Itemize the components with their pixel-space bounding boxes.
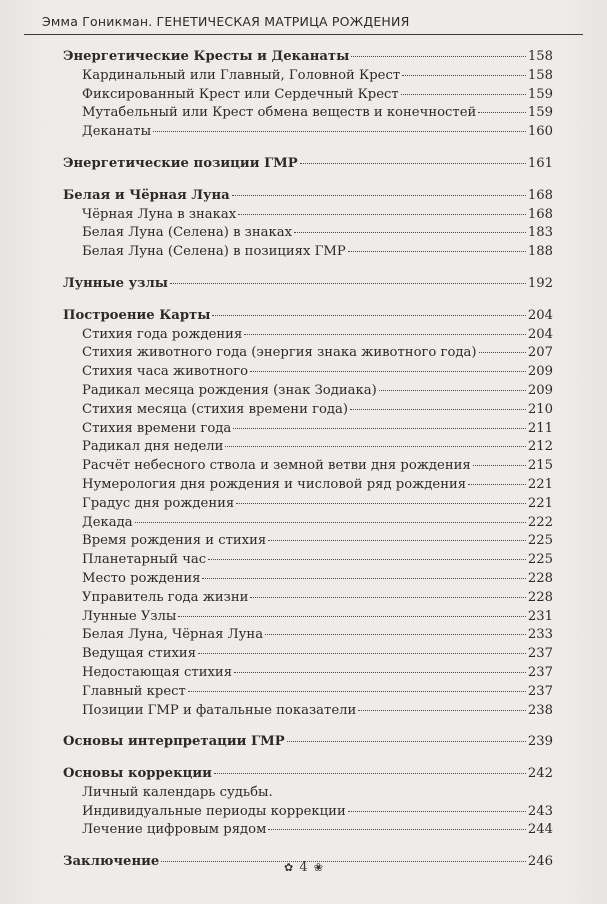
toc-page-number: 237 [527,646,553,662]
dot-leader [238,214,526,215]
toc-page-number: 225 [527,533,553,549]
toc-subentry[interactable] [63,608,553,627]
toc-page-number: 239 [527,734,553,750]
toc-page-number: 188 [527,244,553,260]
toc-subentry[interactable] [63,821,553,840]
dot-leader [473,465,526,466]
toc-subentry[interactable] [63,532,553,551]
dot-leader [348,251,526,252]
toc-page-number: 221 [527,495,553,511]
toc-entry-title: Индивидуальные периоды коррекции [82,803,346,819]
toc-page-number: 221 [527,476,553,492]
dot-leader [402,75,526,76]
ornament-right-icon: ❀ [313,861,323,874]
toc-subentry[interactable] [63,803,553,822]
toc-subentry[interactable] [63,457,553,476]
toc-subentry[interactable] [63,664,553,683]
toc-entry-title: Стихия месяца (стихия времени года) [82,401,349,417]
toc-subentry[interactable] [63,476,553,495]
toc-page-number: 212 [527,439,553,455]
dot-leader [234,672,526,673]
toc-page-number: 237 [527,683,553,699]
toc-subentry[interactable] [63,420,553,439]
toc-entry-title: Мутабельный или Крест обмена веществ и конечностей [82,105,477,121]
dot-leader [225,446,525,447]
toc-entry-title: Фиксированный Крест или Сердечный Крест [82,86,399,102]
toc-chapter-entry[interactable] [63,155,553,174]
dot-leader [212,315,525,316]
toc-subentry[interactable] [63,645,553,664]
dot-leader [268,540,526,541]
toc-page-number: 238 [527,702,553,718]
toc-page-number: 183 [527,225,553,241]
toc-section [63,48,553,142]
toc-page-number: 210 [527,401,553,417]
toc-page-number: 228 [527,570,553,586]
toc-entry-title: Главный крест [82,683,186,699]
dot-leader [236,503,526,504]
toc-entry-title: Белая Луна (Селена) в знаках [82,225,293,241]
toc-entry-title: Построение Карты [63,307,211,323]
toc-page-number: 192 [527,275,553,291]
toc-page-number: 204 [527,307,553,323]
toc-chapter-entry[interactable] [63,187,553,206]
dot-leader [348,811,526,812]
toc-subentry[interactable] [63,224,553,243]
toc-entry-title: Планетарный час [82,552,207,568]
toc-page-number: 161 [527,155,553,171]
toc-entry-title: Стихия года рождения [82,326,243,342]
toc-page-number: 158 [527,49,553,64]
toc-page-number: 204 [527,326,553,342]
dot-leader [198,653,526,654]
ornament-left-icon: ✿ [284,861,294,874]
toc-entry-title: Ведущая стихия [82,646,197,662]
toc-entry-title: Деканаты [82,124,152,140]
toc-page-number: 228 [527,589,553,605]
toc-entry-title: Белая Луна (Селена) в позициях ГМР [82,244,346,260]
toc-entry-title: Белая Луна, Чёрная Луна [82,627,264,643]
toc-page-number: 237 [527,664,553,680]
toc-entry-title: Декада [82,514,133,530]
dot-leader [479,352,526,353]
toc-entry-title: Стихия часа животного [82,364,249,380]
toc-page-number: 159 [527,105,553,121]
toc-subentry[interactable] [63,626,553,645]
toc-chapter-entry[interactable] [63,307,553,326]
toc-page-number: 225 [527,552,553,568]
toc-subentry[interactable] [63,243,553,262]
toc-page-number: 207 [527,345,553,361]
toc-subentry[interactable] [63,67,553,86]
toc-page-number: 168 [527,187,553,203]
toc-entry-title: Заключение [63,854,160,870]
toc-page-number: 160 [527,124,553,140]
table-of-contents [63,48,553,885]
page-folio [0,860,607,875]
toc-subentry[interactable] [63,326,553,345]
toc-subentry[interactable] [63,570,553,589]
toc-chapter-entry[interactable] [63,765,553,784]
dot-leader [208,559,526,560]
dot-leader [268,829,525,830]
toc-entry-title: Нумерология дня рождения и числовой ряд рождения [82,476,467,492]
toc-entry-title: Радикал дня недели [82,439,224,455]
toc-subentry[interactable] [63,702,553,721]
toc-entry-title: Позиции ГМР и фатальные показатели [82,702,357,718]
toc-subentry[interactable] [63,123,553,142]
dot-leader [351,56,526,57]
dot-leader [300,163,526,164]
dot-leader [170,283,526,284]
running-title: Эмма Гоникман. ГЕНЕТИЧЕСКАЯ МАТРИЦА РОЖДЕНИЯ [42,14,410,29]
dot-leader [153,131,526,132]
dot-leader [287,741,526,742]
toc-subentry[interactable] [63,589,553,608]
dot-leader [178,616,525,617]
toc-entry-title: Энергетические Кресты и Деканаты [63,49,350,64]
toc-entry-title: Лунные узлы [63,275,168,291]
dot-leader [250,597,525,598]
toc-subentry[interactable] [63,86,553,105]
dot-leader [214,773,526,774]
toc-entry-title: Основы коррекции [63,766,212,782]
toc-page-number: 168 [527,206,553,222]
toc-entry-title: Энергетические позиции ГМР [63,155,298,171]
toc-subentry[interactable] [63,551,553,570]
toc-chapter-entry[interactable] [63,48,553,67]
toc-page-number: 222 [527,514,553,530]
dot-leader [244,334,526,335]
toc-page-number: 242 [527,766,553,782]
running-header [24,12,583,35]
dot-leader [233,428,526,429]
toc-subentry[interactable] [63,438,553,457]
toc-subentry[interactable] [63,363,553,382]
toc-page-number: 209 [527,382,553,398]
toc-section [63,307,553,721]
toc-section [63,765,553,840]
dot-leader [265,634,526,635]
dot-leader [401,94,526,95]
toc-page-number: 209 [527,364,553,380]
toc-entry-title: Место рождения [82,570,201,586]
toc-section [63,187,553,262]
toc-chapter-entry[interactable] [63,733,553,752]
toc-section [63,275,553,294]
dot-leader [350,409,526,410]
toc-page-number: 158 [527,67,553,83]
dot-leader [478,112,526,113]
toc-entry-title: Радикал месяца рождения (знак Зодиака) [82,382,377,398]
toc-entry-title: Личный календарь судьбы. [82,784,273,800]
toc-section [63,733,553,752]
toc-subentry[interactable] [63,683,553,702]
dot-leader [188,691,526,692]
toc-subentry[interactable] [63,401,553,420]
toc-page-number: 159 [527,86,553,102]
dot-leader [202,578,525,579]
toc-entry-title: Лунные Узлы [82,608,177,624]
toc-page-number: 246 [527,854,553,870]
toc-entry-title: Время рождения и стихия [82,533,267,549]
toc-entry-title: Градус дня рождения [82,495,235,511]
toc-entry-title: Недостающая стихия [82,664,233,680]
toc-entry-title: Белая и Чёрная Луна [63,187,230,203]
dot-leader [379,390,526,391]
toc-entry-title: Стихия времени года [82,420,232,436]
toc-subentry[interactable] [63,514,553,533]
dot-leader [468,484,526,485]
toc-entry-title: Лечение цифровым рядом [82,822,267,838]
toc-page-number: 215 [527,458,553,474]
toc-page-number: 243 [527,803,553,819]
toc-subentry[interactable] [63,104,553,123]
toc-subentry[interactable] [63,206,553,225]
toc-chapter-entry[interactable] [63,275,553,294]
dot-leader [294,232,526,233]
toc-subentry[interactable] [63,344,553,363]
toc-entry-title: Расчёт небесного ствола и земной ветви дня рождения [82,458,471,474]
toc-entry-title: Стихия животного года (энергия знака животного года) [82,345,477,361]
toc-page-number: 233 [527,627,553,643]
toc-page-number: 211 [527,420,553,436]
toc-subentry[interactable] [63,495,553,514]
dot-leader [135,522,526,523]
toc-entry-title: Кардинальный или Главный, Головной Крест [82,67,401,83]
toc-section [63,155,553,174]
toc-entry-title: Управитель года жизни [82,589,249,605]
toc-page-number: 231 [527,608,553,624]
toc-page-number: 244 [527,822,553,838]
page-number: 4 [299,860,308,875]
dot-leader [358,710,526,711]
dot-leader [232,195,526,196]
dot-leader [250,371,526,372]
toc-entry-title: Чёрная Луна в знаках [82,206,237,222]
toc-subentry[interactable] [63,382,553,401]
toc-subentry[interactable] [63,784,553,803]
toc-entry-title: Основы интерпретации ГМР [63,734,285,750]
